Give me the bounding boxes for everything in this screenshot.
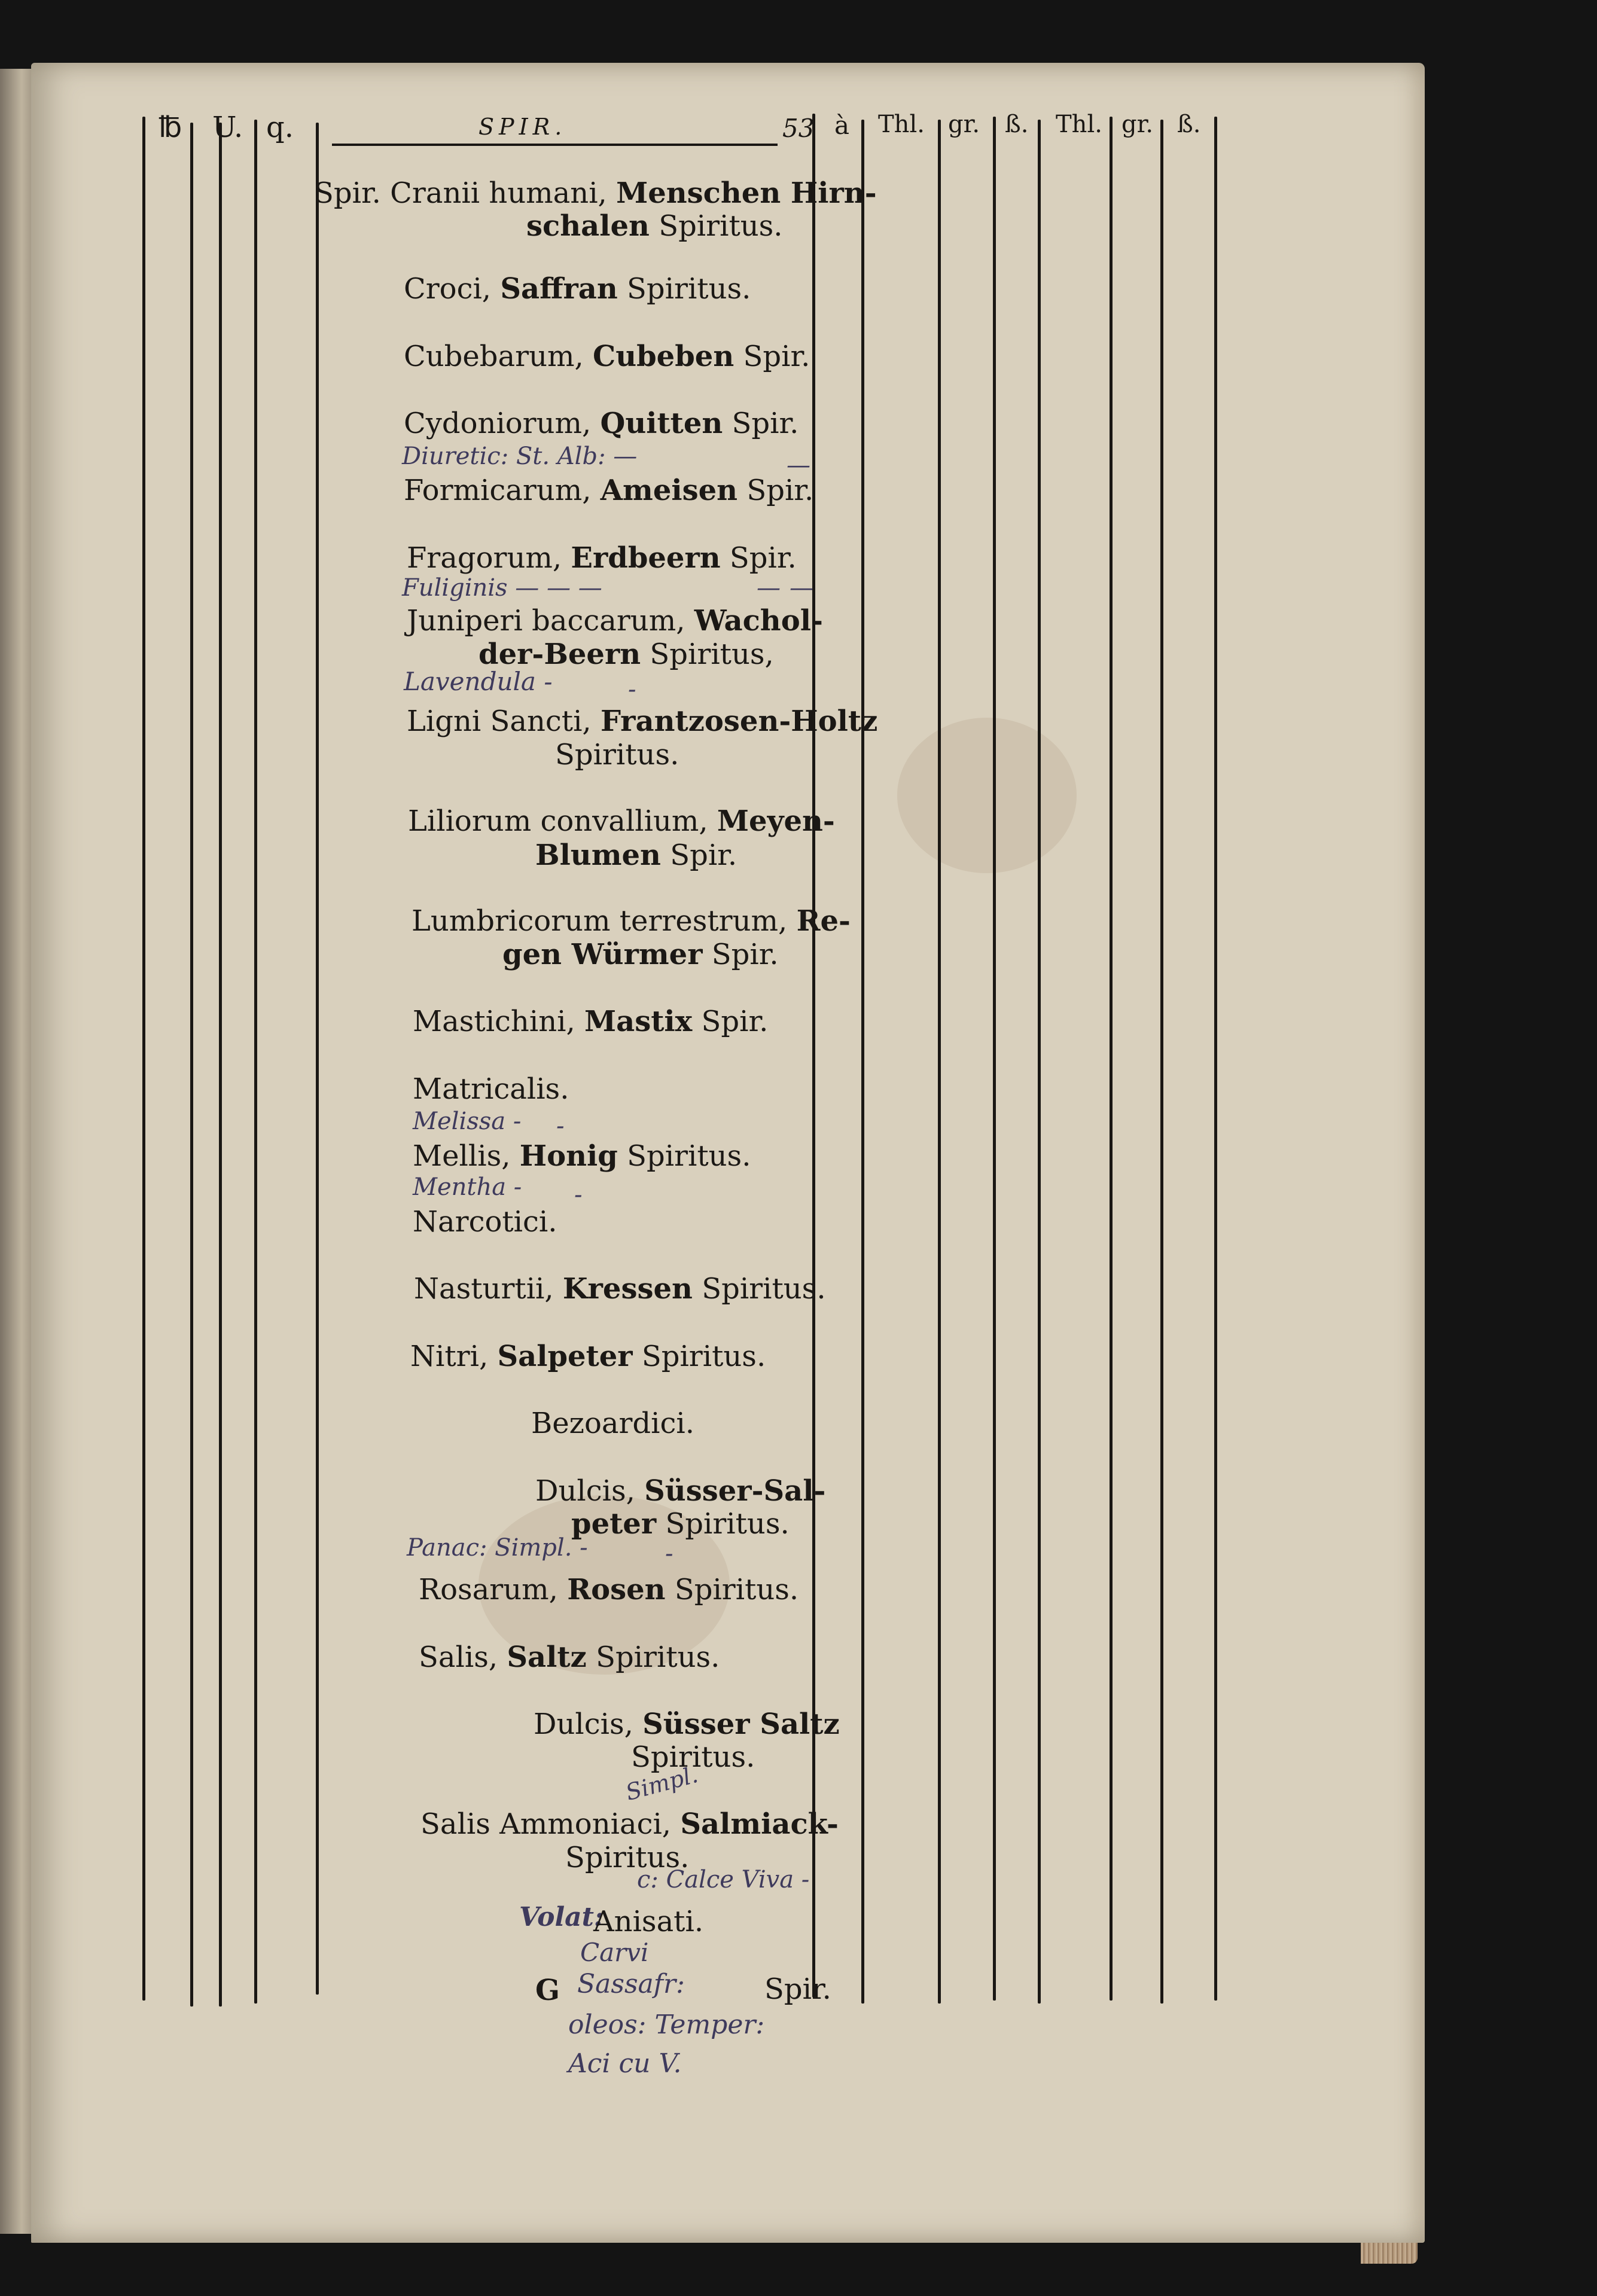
header-quentchen: q. [266,111,294,144]
column-rule [254,120,257,2004]
entry-german: Honig [519,1139,618,1173]
entry-line [407,604,823,638]
entry-german: Mastix [584,1005,693,1038]
entry-latin: Fragorum, [407,541,562,575]
dash-mark: - [665,1540,673,1568]
entry-line [404,407,798,440]
entry-line [535,1974,560,2007]
handwritten-note: c: Calce Viva - [637,1866,810,1893]
page-number: 53 [782,114,815,143]
left-page-edge [0,69,36,2234]
handwritten-note: Diuretic: St. Alb: — [402,443,638,470]
entry-latin: Nasturtii, [414,1272,554,1306]
entry-latin: Rosarum, [419,1573,558,1606]
entry-line [413,1205,557,1239]
entry-tail: Spiritus. [596,1641,720,1674]
handwritten-note: Panac: Simpl. - [407,1534,588,1562]
dash-mark: — [790,574,813,602]
entry-german: Süsser Saltz [642,1707,840,1741]
paper-stain [897,718,1077,873]
column-rule [1160,120,1163,2004]
entry-tail: Spiritus. [674,1573,799,1606]
header-a: à [834,111,850,140]
entry-latin: Mellis, [413,1139,511,1173]
entry-german: Frantzosen-Holtz [600,705,878,738]
column-rule [316,123,319,1995]
entry-tail: Spiritus. [659,209,783,243]
header-pfennig-2: ß. [1177,111,1201,138]
entry-line [407,705,877,738]
handwritten-note: Carvi [580,1938,649,1967]
entry-german: schalen [526,209,650,243]
entry-line [414,1272,826,1306]
header-thaler-1: Thl. [878,111,925,138]
handwritten-note: Melissa - [413,1108,522,1135]
entry-german: Süsser-Sal- [644,1474,826,1508]
entry-line [535,838,737,872]
entry-line [502,938,779,971]
page-title: SPIR. [479,114,567,140]
entry-german: Rosen [567,1573,666,1606]
entry-line [555,738,679,772]
entry-tail: Spiritus, [650,638,774,671]
column-rule [190,123,193,2007]
entry-line [526,209,783,243]
entry-german: der-Beern [479,638,641,671]
title-underline [332,144,778,146]
column-rule [993,117,996,2001]
entry-tail: Spir. [701,1005,769,1038]
entry-tail: Spir. [729,541,797,575]
entry-line [404,340,810,373]
entry-german: Meyen- [717,804,835,838]
handwritten-note: Simpl. [623,1761,701,1806]
entry-german: Salmiack- [680,1807,839,1841]
entry-tail: Spiritus. [565,1841,690,1874]
entry-german: Saffran [500,272,618,306]
entry-line [408,804,835,838]
column-rule [1038,120,1041,2004]
column-rule [861,120,864,2004]
entry-latin: Dulcis, [534,1707,633,1741]
entry-tail: Spir. [743,340,810,373]
entry-line [314,176,877,210]
entry-latin: Cydoniorum, [404,407,592,440]
entry-tail: Spiritus. [627,272,751,306]
entry-tail: Spiritus. [641,1340,766,1373]
entry-line [419,1641,720,1674]
column-rule [938,120,941,2004]
dash-mark: - [574,1181,583,1209]
entry-german: peter [571,1507,657,1541]
entry-german: Kressen [562,1272,693,1306]
dash-mark: - [628,676,636,703]
entry-line [534,1707,840,1741]
entry-tail: Spiritus. [665,1507,790,1541]
entry-latin: Liliorum convallium, [408,804,708,838]
column-rule [1214,117,1217,2001]
entry-line [413,1139,751,1173]
entry-line [593,1905,703,1938]
dash-mark: - [556,1112,565,1140]
entry-latin: Lumbricorum terrestrum, [412,904,788,938]
entry-latin: Matricalis. [413,1072,569,1106]
entry-line [535,1474,825,1508]
handwritten-note: oleos: Temper: [568,2010,765,2040]
entry-line [420,1807,839,1841]
entry-latin: Anisati. [593,1905,704,1938]
entry-latin: Bezoardici. [531,1407,694,1440]
entry-tail: Spiritus. [627,1139,751,1173]
column-rule [219,123,222,2007]
entry-line [764,1972,831,2006]
entry-line [413,1072,569,1106]
entry-latin: Nitri, [410,1340,489,1373]
entry-line [404,272,751,306]
entry-german: Wachol- [694,604,823,638]
entry-line [531,1407,694,1440]
entry-line [419,1573,798,1606]
entry-line [410,1340,766,1373]
entry-tail: Spir. [746,474,814,507]
handwritten-note: Fuliginis — — — [402,574,602,602]
entry-german: Erdbeern [571,541,721,575]
entry-latin: Formicarum, [404,474,592,507]
entry-latin: Salis Ammoniaci, [420,1807,672,1841]
entry-tail: Spir. [732,407,799,440]
entry-line [571,1507,790,1541]
entry-latin: Ligni Sancti, [407,705,592,738]
entry-tail: Spir. [670,838,737,872]
entry-latin: Narcotici. [413,1205,557,1239]
entry-german: Menschen Hirn- [616,176,877,210]
dash-mark: — [757,574,781,602]
header-groschen-2: gr. [1121,111,1154,138]
header-pound: ℔ [159,111,182,144]
entry-latin: Cubebarum, [404,340,584,373]
entry-tail: Spiritus. [702,1272,826,1306]
entry-tail: Spir. [711,938,779,971]
header-groschen-1: gr. [948,111,980,138]
dash-mark: — [787,452,810,479]
entry-line [407,541,797,575]
column-rule [142,117,145,2001]
entry-line [404,474,813,507]
handwritten-note: Volat: [519,1902,604,1932]
entry-german: Saltz [507,1641,587,1674]
entry-german: Ameisen [600,474,738,507]
entry-german: Salpeter [497,1340,633,1373]
column-rule [1110,117,1113,2001]
entry-tail: Spiritus. [631,1740,755,1774]
header-pfennig-1: ß. [1005,111,1029,138]
entry-tail: Spir. [764,1972,831,2006]
entry-german: Cubeben [593,340,735,373]
entry-latin: Mastichini, [413,1005,575,1038]
entry-line [413,1005,768,1038]
entry-line [412,904,851,938]
entry-german: Blumen [535,838,661,872]
header-ounce: U. [212,111,243,144]
entry-latin: Dulcis, [535,1474,635,1508]
entry-german: gen Würmer [502,938,703,971]
entry-german: Quitten [600,407,723,440]
entry-latin: Juniperi baccarum, [407,604,685,638]
handwritten-note: Mentha - [413,1173,522,1201]
entry-latin: Salis, [419,1641,498,1674]
entry-latin: Spir. Cranii humani, [314,176,607,210]
header-thaler-2: Thl. [1056,111,1102,138]
entry-line [479,638,774,671]
handwritten-note: Lavendula - [404,667,553,696]
entry-german: Re- [796,904,851,938]
entry-latin: Croci, [404,272,492,306]
printed-g: G [535,1974,560,2007]
handwritten-note: Aci cu V. [568,2048,682,2079]
handwritten-note: Sassafr: [577,1969,685,1999]
entry-tail: Spiritus. [555,738,679,772]
